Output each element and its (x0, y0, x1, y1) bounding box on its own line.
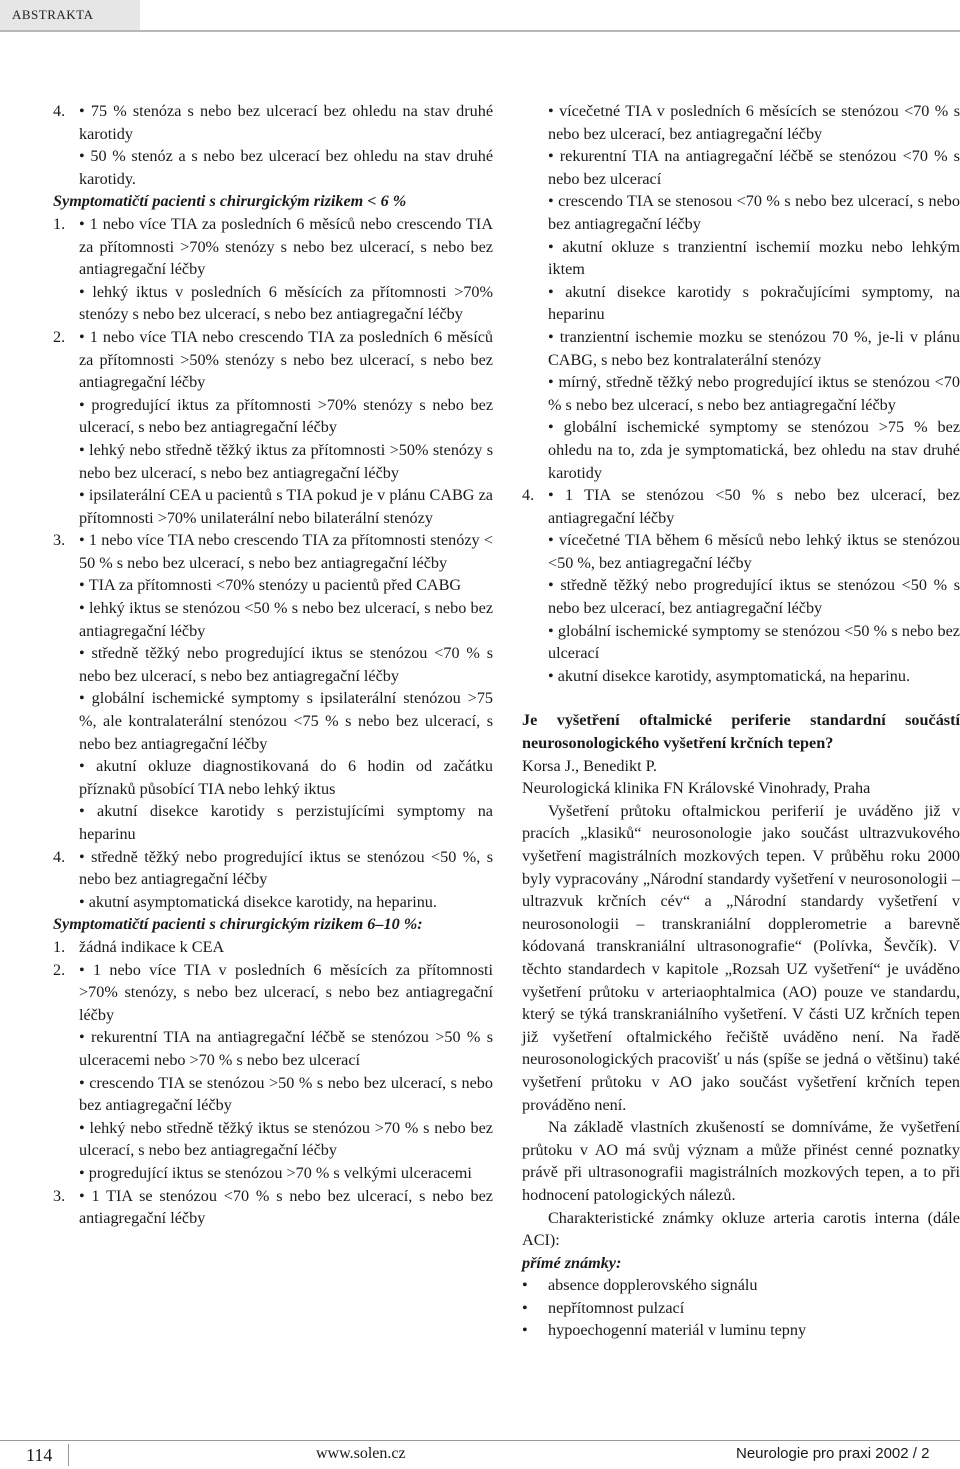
bullet-text: • lehký iktus se stenózou <50 % s nebo bez ulcerací, s nebo bez antiagregační léčby (79, 597, 493, 642)
bullet-text: • globální ischemické symptomy se stenózou <50 % s nebo bez ulcerací (548, 620, 960, 665)
right-column (522, 100, 960, 1342)
article-authors: Korsa J., Benedikt P. (522, 756, 657, 775)
bullet-text: • vícečetné TIA během 6 měsíců nebo lehký iktus se stenózou <50 %, bez antiagregační léčby (548, 529, 960, 574)
item-text: žádná indikace k CEA (79, 937, 225, 956)
article-title: Je vyšetření oftalmické periferie standardní součástí neurosonologického vyšetření krčních tepen? (522, 711, 960, 753)
bullet-text: • globální ischemické symptomy s ipsilaterální stenózou >75 %, ale kontralaterální stenózou <75 % s nebo bez ulcerací, s nebo bez antiagregační léčby (79, 687, 493, 755)
bullet-text: • 1 nebo více TIA v posledních 6 měsících za přítomnosti >70% stenózy, s nebo bez ulcerací, s nebo bez antiagregační léčby (79, 959, 493, 1027)
paragraph: Na základě vlastních zkušeností se domníváme, že vyšetření průtoku v AO má svůj význam a může přinést cenné poznatky právě při ultrasonografii magistrálních mozkových tepen, a to při hodnocení patologických nálezů. (522, 1118, 960, 1204)
header-bar (0, 0, 960, 32)
bullet-text: • crescendo TIA se stenosou <70 % s nebo bez ulcerací, s nebo bez antiagregační léčby (548, 190, 960, 235)
item-number: 1. (53, 937, 66, 956)
bullet-text: • vícečetné TIA v posledních 6 měsících se stenózou <70 % s nebo bez ulcerací, bez antiagregační léčby (548, 100, 960, 145)
page-number: 114 (26, 1445, 53, 1465)
bullet-text: • ipsilaterální CEA u pacientů s TIA pokud je v plánu CABG za přítomnosti >70% unilaterální nebo bilaterální stenózy (79, 484, 493, 529)
bullet-text: • 1 TIA se stenózou <50 % s nebo bez ulcerací, bez antiagregační léčby (548, 484, 960, 529)
list-item (53, 1185, 493, 1230)
article-affiliation: Neurologická klinika FN Královské Vinohrady, Praha (522, 779, 871, 798)
bullet-text: • středně těžký nebo progredující iktus se stenózou <50 % s nebo bez ulcerací, bez antiagregační léčby (548, 574, 960, 619)
bullet-text: • rekurentní TIA na antiagregační léčbě se stenózou <70 % s nebo bez ulcerací (548, 145, 960, 190)
bullet-text: • rekurentní TIA na antiagregační léčbě se stenózou >50 % s ulceracemi nebo >70 % s nebo bez ulcerací (79, 1026, 493, 1071)
item-number: 4. (53, 102, 66, 120)
item-number: 2. (53, 327, 66, 346)
paragraph: Vyšetření průtoku oftalmickou periferií je uváděno již v pracích „klasiků“ neurosonologie jako součást ultrazvukového vyšetření magistrálních mozkových tepen. V průběhu roku 2000 byly vypracovány „Národní standardy vyšetření v neurosonologii – ultrazvuk krčních cév“ a „Národní standardy vyšetření v neurosonologii – transkraniální dopplerometrie a barevně kódovaná transkraniální ultrasonografie“ (Polívka, Ševčík). V těchto standardech v kapitole „Rozsah UZ vyšetření“ je uváděno vyšetření průtoku v arteriaophtalmica (AO) pouze ve standardu, který se týká transkraniálního vyšetření. V části UZ krčních tepen již vyšetření oftalmického řečiště uváděno není. Na řadě neurosonologických pracovišť u nás (spíše se jedná o většinu) také vyšetření průtoku v AO jako součást vyšetření krčních tepen prováděno není. (522, 801, 960, 1114)
list-item: • nepřítomnost pulzací (522, 1297, 960, 1320)
bullet-text: • progredující iktus za přítomnosti >70% stenózy s nebo bez ulcerací, s nebo bez antiagregační léčby (79, 394, 493, 439)
list-item (53, 936, 493, 959)
publisher-url[interactable]: www.solen.cz (316, 1445, 406, 1462)
item-number: 4. (53, 847, 66, 866)
bullet-text: • lehký nebo středně těžký iktus za přítomnosti >50% stenózy s nebo bez ulcerací, s nebo bez antiagregační léčby (79, 439, 493, 484)
bullet-text: • akutní disekce karotidy, asymptomatická, na heparinu. (548, 665, 960, 688)
bullet-text: • středně těžký nebo progredující iktus se stenózou <50 %, s nebo bez antiagregační léčby (79, 846, 493, 891)
bullet-text: • tranzientní ischemie mozku se stenózou 70 %, je-li v plánu CABG, s nebo bez kontralaterální stenózy (548, 326, 960, 371)
list-item (522, 484, 960, 687)
bullet-text: • globální ischemické symptomy se stenózou >75 % bez ohledu na to, zda je symptomatická, bez ohledu na stav druhé karotidy (548, 416, 960, 484)
bullet-text: • lehký iktus v posledních 6 měsících za přítomnosti >70% stenózy s nebo bez ulcerací, s nebo bez antiagregační léčby (79, 281, 493, 326)
bullet-text: • TIA za přítomnosti <70% stenózy u pacientů před CABG (79, 574, 493, 597)
bullet-text: • 1 nebo více TIA nebo crescendo TIA za přítomnosti stenózy < 50 % s nebo bez ulcerací, s nebo bez antiagregační léčby (79, 529, 493, 574)
list-item (53, 959, 493, 1185)
bullet-text: • akutní okluze s tranzientní ischemií mozku nebo lehkým iktem (548, 236, 960, 281)
left-column (53, 100, 493, 1230)
subheading: přímé známky: (522, 1253, 622, 1272)
bullet-text: • 1 TIA se stenózou <70 % s nebo bez ulcerací, s nebo bez antiagregační léčby (79, 1185, 493, 1230)
bullet-text: • 75 % stenóza s nebo bez ulcerací bez ohledu na stav druhé karotidy (79, 100, 493, 145)
list-item: • hypoechogenní materiál v luminu tepny (522, 1319, 960, 1342)
bullet-text: • 50 % stenóz a s nebo bez ulcerací bez ohledu na stav druhé karotidy. (79, 145, 493, 190)
bullet-text: • progredující iktus se stenózou >70 % s velkými ulceracemi (79, 1162, 493, 1185)
bullet-text: • akutní okluze diagnostikovaná do 6 hodin od začátku příznaků působící TIA nebo lehký iktus (79, 755, 493, 800)
list-item (53, 846, 493, 914)
item-number: 2. (53, 960, 66, 979)
bullet-text: nepřítomnost pulzací (548, 1298, 685, 1317)
bullet-text: • akutní disekce karotidy s perzistujícími symptomy na heparinu (79, 800, 493, 845)
paragraph: Charakteristické známky okluze arteria carotis interna (dále ACI): (522, 1208, 960, 1250)
item-number: 3. (53, 1186, 66, 1205)
bullet-text: • středně těžký nebo progredující iktus se stenózou <70 % s nebo bez ulcerací, s nebo bez antiagregační léčby (79, 642, 493, 687)
bullet-text: absence dopplerovského signálu (548, 1276, 758, 1295)
bullet-text: hypoechogenní materiál v luminu tepny (548, 1321, 807, 1340)
list-item (53, 326, 493, 529)
list-item: • absence dopplerovského signálu (522, 1274, 960, 1297)
item-number: 1. (53, 214, 66, 233)
section-heading: Symptomatičtí pacienti s chirurgickým rizikem 6–10 %: (53, 915, 423, 934)
bullet-text: • akutní disekce karotidy s pokračujícími symptomy, na heparinu (548, 281, 960, 326)
bullet-text: • crescendo TIA se stenózou >50 % s nebo bez ulcerací, s nebo bez antiagregační léčby (79, 1072, 493, 1117)
item-number: 4. (522, 486, 535, 505)
section-heading: Symptomatičtí pacienti s chirurgickým rizikem < 6 % (53, 192, 407, 211)
bullet-text: • akutní asymptomatická disekce karotidy, na heparinu. (79, 891, 493, 914)
footer-divider (0, 1440, 960, 1441)
section-label: ABSTRAKTA (0, 0, 140, 30)
journal-name: Neurologie pro praxi 2002 / 2 (736, 1445, 930, 1462)
list-item (53, 100, 493, 190)
bullet-text: • 1 nebo více TIA za posledních 6 měsíců nebo crescendo TIA za přítomnosti >70% stenózy s nebo bez ulcerací, s nebo bez antiagregační léčby (79, 213, 493, 281)
list-item (53, 213, 493, 326)
item-number: 3. (53, 531, 66, 550)
bullet-text: • mírný, středně těžký nebo progredující iktus se stenózou <70 % s nebo bez ulcerací, s nebo bez antiagregační léčby (548, 371, 960, 416)
bullet-text: • 1 nebo více TIA nebo crescendo TIA za posledních 6 měsíců za přítomnosti >50% stenózy s nebo bez ulcerací, s nebo bez antiagregační léčby (79, 326, 493, 394)
list-item (53, 529, 493, 845)
bullet-text: • lehký nebo středně těžký iktus se stenózou >70 % s nebo bez ulcerací, s nebo bez antiagregační léčby (79, 1117, 493, 1162)
